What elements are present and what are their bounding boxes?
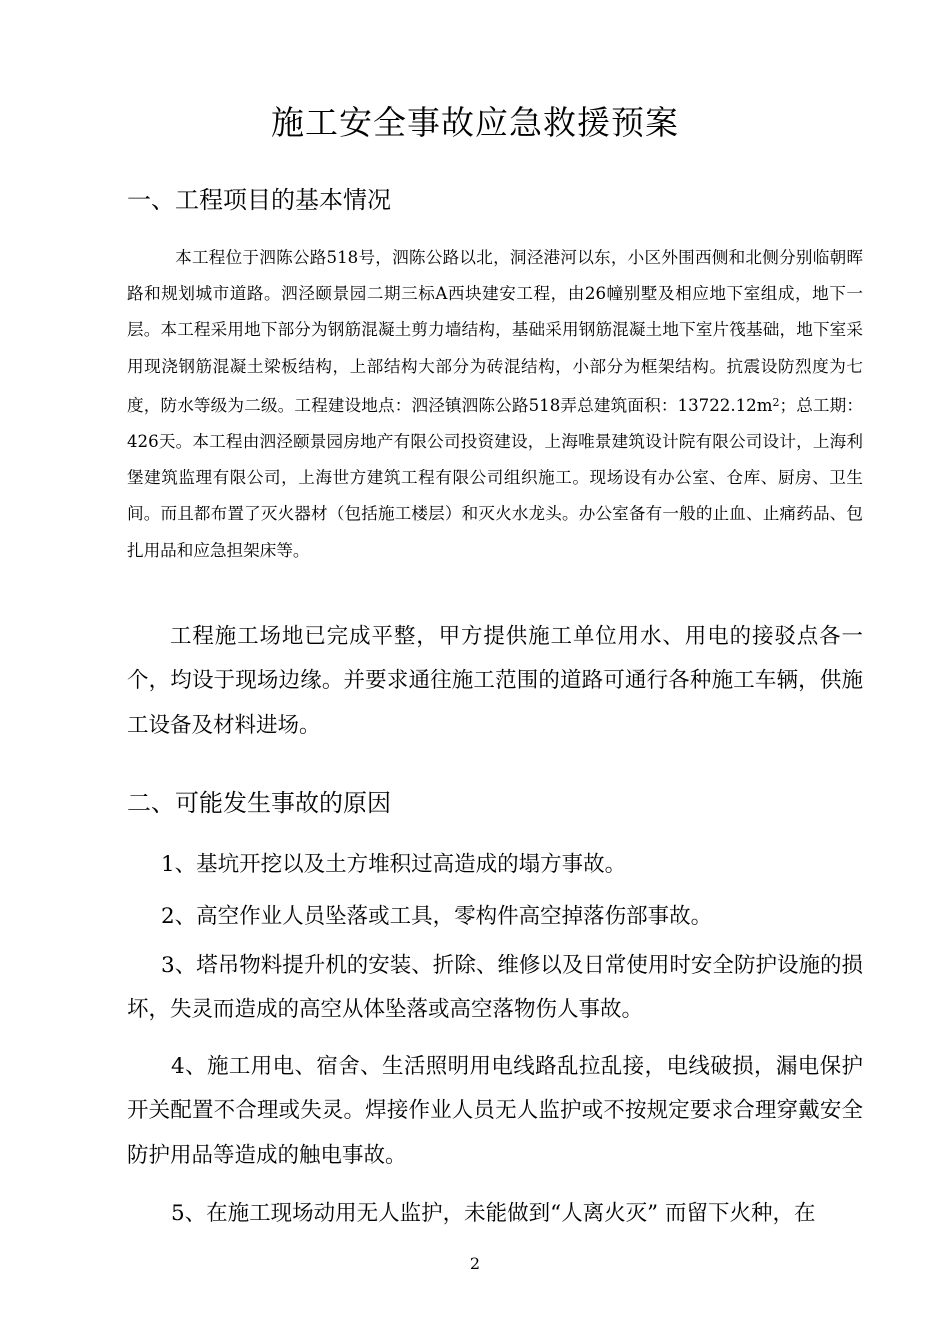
list-item: 4、施工用电、宿舍、生活照明用电线路乱拉乱接，电线破损，漏电保护开关配置不合理或失灵。焊接作业人员无人监护或不按规定要求合理穿戴安全防护用品等造成的触电事故。	[127, 1054, 863, 1168]
section-heading-accident-causes: 二、可能发生事故的原因	[127, 789, 391, 817]
accident-causes-list	[127, 1045, 863, 1178]
site-conditions-paragraph: 工程施工场地已完成平整，甲方提供施工单位用水、用电的接驳点各一个，均设于现场边缘。并要求通往施工范围的道路可通行各种施工车辆，供施工设备及材料进场。	[127, 624, 863, 738]
area-unit-superscript: 2	[772, 395, 780, 409]
project-overview-block	[127, 240, 863, 569]
accident-causes-list	[127, 1192, 863, 1236]
list-item: 1、基坑开挖以及土方堆积过高造成的塌方事故。	[161, 852, 627, 877]
accident-causes-list	[127, 843, 863, 887]
project-description-text-b: ；总工期：426天。本工程由泗泾颐景园房地产有限公司投资建设，上海唯景建筑设计院有限公司设计，上海利堡建筑监理有限公司，上海世方建筑工程有限公司组织施工。现场设有办公室、仓库、厨房、卫生间。而且都布置了灭火器材（包括施工楼层）和灭火水龙头。办公室备有一般的止血、止痛药品、包扎用品和应急担架床等。	[127, 395, 863, 560]
accident-causes-list	[127, 944, 863, 1033]
project-description-text-a: 本工程位于泗陈公路518号，泗陈公路以北，洞泾港河以东，小区外围西侧和北侧分别临朝晖路和规划城市道路。泗泾颐景园二期三标A西块建安工程，由26幢别墅及相应地下室组成，地下一层。本工程采用地下部分为钢筋混凝土剪力墙结构，基础采用钢筋混凝土地下室片筏基础，地下室采用现浇钢筋混凝土梁板结构，上部结构大部分为砖混结构，小部分为框架结构。抗震设防烈度为七度，防水等级为二级。工程建设地点：泗泾镇泗陈公路518弄总建筑面积：13722.12m	[127, 248, 863, 415]
list-item: 2、高空作业人员坠落或工具，零构件高空掉落伤部事故。	[161, 904, 713, 929]
list-item: 5、在施工现场动用无人监护，未能做到“人离火灭” 而留下火种，在	[171, 1201, 816, 1226]
document-title: 施工安全事故应急救援预案	[271, 103, 679, 142]
accident-causes-list	[127, 895, 863, 939]
section-heading-project-overview: 一、工程项目的基本情况	[127, 186, 391, 214]
page-number: 2	[469, 1254, 481, 1273]
project-description-paragraph	[127, 240, 863, 569]
site-conditions-block	[127, 615, 863, 748]
list-item: 3、塔吊物料提升机的安装、折除、维修以及日常使用时安全防护设施的损坏，失灵而造成的高空从体坠落或高空落物伤人事故。	[127, 953, 863, 1023]
